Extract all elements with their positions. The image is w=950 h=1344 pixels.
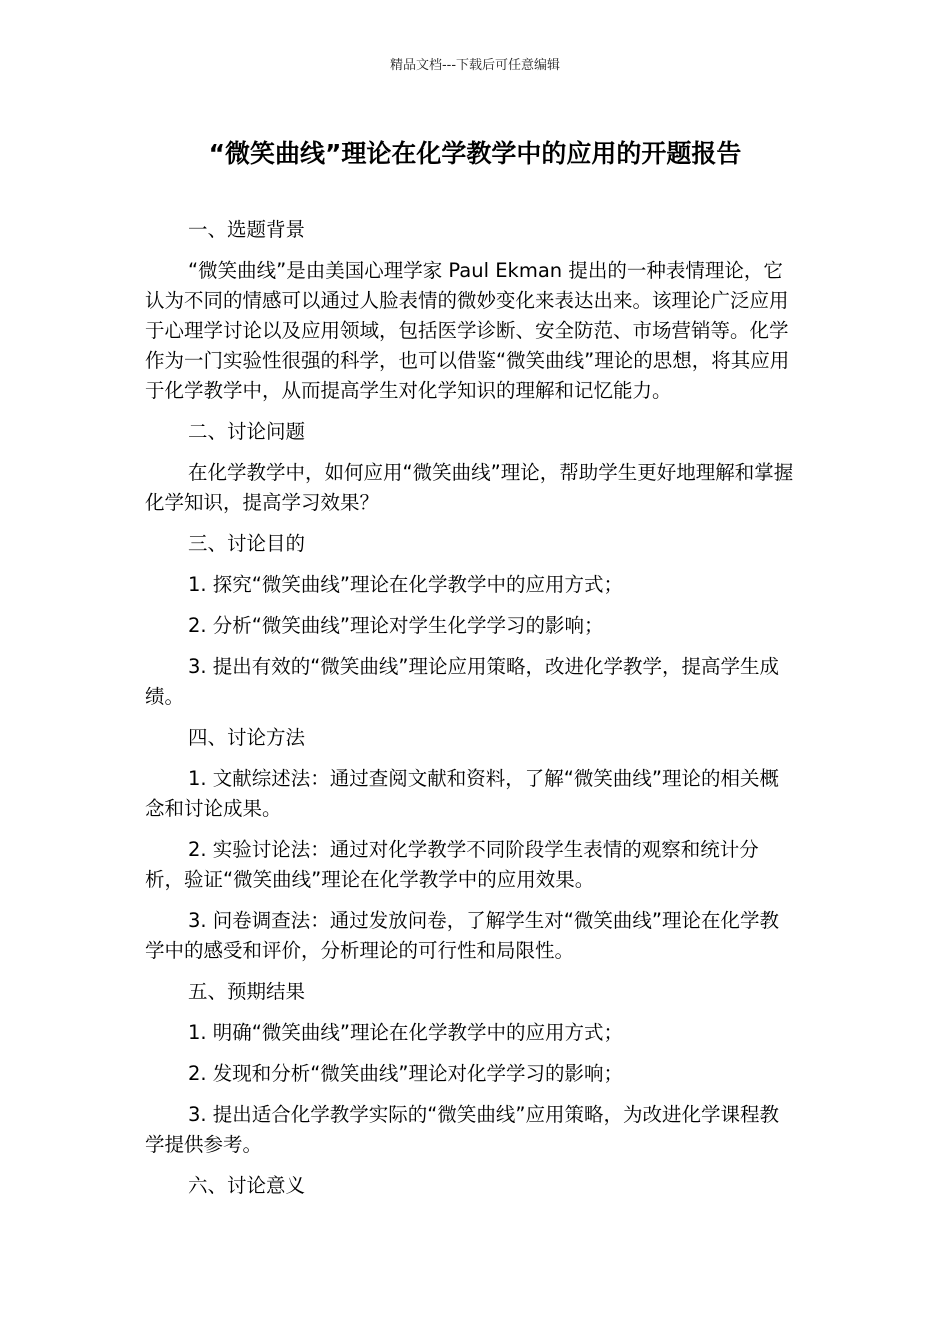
list-item-result-3: 3. 提出适合化学教学实际的“微笑曲线”应用策略，为改进化学课程教学提供参考。 xyxy=(145,1103,780,1156)
section-heading-background: 一、选题背景 xyxy=(188,218,306,241)
list-item-purpose-1: 1. 探究“微笑曲线”理论在化学教学中的应用方式； xyxy=(188,573,624,596)
list-item-result-2: 2. 发现和分析“微笑曲线”理论对化学学习的影响； xyxy=(188,1062,624,1085)
section-heading-question: 二、讨论问题 xyxy=(188,420,306,443)
list-item-method-1: 1. 文献综述法：通过查阅文献和资料，了解“微笑曲线”理论的相关概念和讨论成果。 xyxy=(145,767,780,820)
list-item-purpose-3: 3. 提出有效的“微笑曲线”理论应用策略，改进化学教学，提高学生成绩。 xyxy=(145,655,780,708)
list-item-purpose-2: 2. 分析“微笑曲线”理论对学生化学学习的影响； xyxy=(188,614,604,637)
header-note: 精品文档---下载后可任意编辑 xyxy=(389,58,561,73)
list-item-result-1: 1. 明确“微笑曲线”理论在化学教学中的应用方式； xyxy=(188,1021,624,1044)
document-title: “微笑曲线”理论在化学教学中的应用的开题报告 xyxy=(208,139,742,168)
section-heading-expected-results: 五、预期结果 xyxy=(188,980,306,1003)
paragraph-question: 在化学教学中，如何应用“微笑曲线”理论，帮助学生更好地理解和掌握化学知识，提高学习效果？ xyxy=(145,461,794,514)
list-item-method-3: 3. 问卷调查法：通过发放问卷，了解学生对“微笑曲线”理论在化学教学中的感受和评价，分析理论的可行性和局限性。 xyxy=(145,909,780,962)
paragraph-background: “微笑曲线”是由美国心理学家 Paul Ekman 提出的一种表情理论，它认为不同的情感可以通过人脸表情的微妙变化来表达出来。该理论广泛应用于心理学讨论以及应用领域，包括医学诊断、安全防范、市场营销等。化学作为一门实验性很强的科学，也可以借鉴“微笑曲线”理论的思想，将其应用于化学教学中，从而提高学生对化学知识的理解和记忆能力。 xyxy=(145,259,790,402)
section-heading-method: 四、讨论方法 xyxy=(188,726,306,749)
section-heading-significance: 六、讨论意义 xyxy=(188,1174,306,1197)
document-body xyxy=(145,215,797,1212)
list-item-method-2: 2. 实验讨论法：通过对化学教学不同阶段学生表情的观察和统计分析，验证“微笑曲线”理论在化学教学中的应用效果。 xyxy=(145,838,759,891)
section-heading-purpose: 三、讨论目的 xyxy=(188,532,306,555)
